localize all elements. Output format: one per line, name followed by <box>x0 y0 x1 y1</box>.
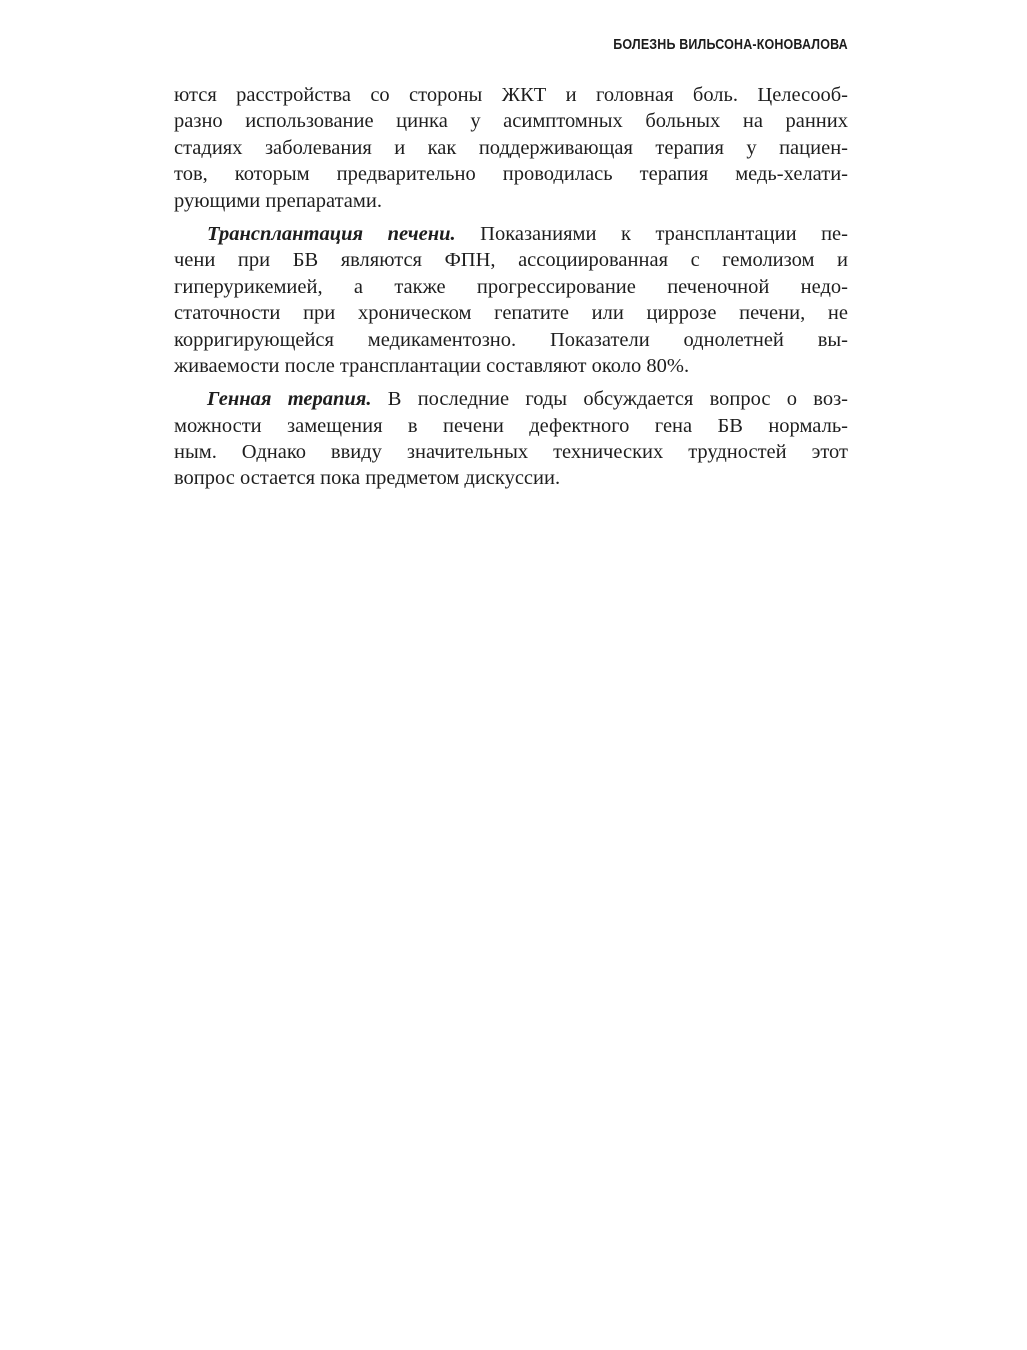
text-run: В последние годы обсуждается вопрос о воз- <box>371 388 848 411</box>
section-lead-gene-therapy: Генная терапия. <box>207 388 372 411</box>
text-run: Показаниями к трансплантации пе- <box>455 222 848 245</box>
paragraph-gap <box>174 214 848 221</box>
text-line: рующими препаратами. <box>174 189 382 212</box>
paragraph-3 <box>174 386 848 492</box>
text-line: корригирующейся медикаментозно. Показатели однолетней вы- <box>174 328 848 351</box>
section-lead-transplant: Трансплантация печени. <box>207 222 456 245</box>
text-line: тов, которым предварительно проводилась терапия медь-хелати- <box>174 163 848 186</box>
paragraph-2 <box>174 221 848 379</box>
text-line: стадиях заболевания и как поддерживающая терапия у пациен- <box>174 136 848 159</box>
text-line: можности замещения в печени дефектного гена БВ нормаль- <box>174 414 848 437</box>
text-line: вопрос остается пока предметом дискуссии. <box>174 467 561 490</box>
text-line: ным. Однако ввиду значительных технических трудностей этот <box>174 441 848 464</box>
text-line: чени при БВ являются ФПН, ассоциированная с гемолизом и <box>174 249 848 272</box>
paragraph-1 <box>174 82 848 214</box>
text-line: гиперурикемией, а также прогрессирование печеночной недо- <box>174 275 848 298</box>
text-line <box>174 221 848 247</box>
text-line: ются расстройства со стороны ЖКТ и головная боль. Целесооб- <box>174 84 848 106</box>
body-text <box>174 82 848 492</box>
text-line <box>174 386 848 412</box>
running-head: БОЛЕЗНЬ ВИЛЬСОНА-КОНОВАЛОВА <box>613 37 848 53</box>
paragraph-gap <box>174 379 848 386</box>
text-line: живаемости после трансплантации составляют около 80%. <box>174 354 690 377</box>
text-line: статочности при хроническом гепатите или циррозе печени, не <box>174 302 848 325</box>
text-line: разно использование цинка у асимптомных больных на ранних <box>174 110 848 133</box>
